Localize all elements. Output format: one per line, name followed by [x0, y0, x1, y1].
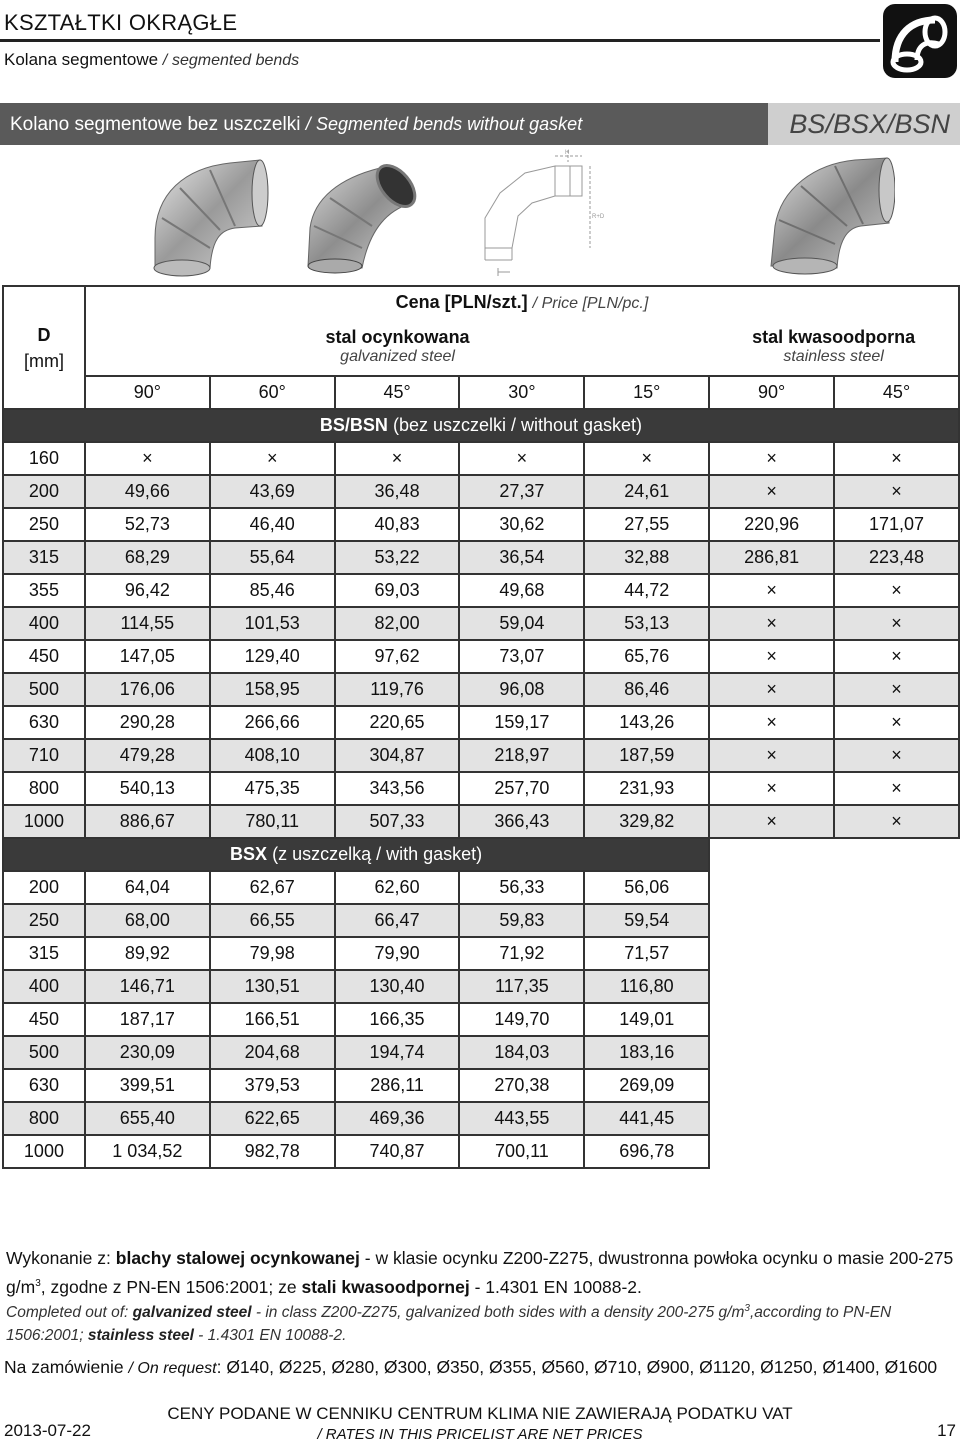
header-rule: [0, 39, 880, 42]
diameter-cell: 315: [3, 541, 85, 574]
price-cell: 89,92: [85, 937, 210, 970]
diameter-cell: 800: [3, 772, 85, 805]
price-cell: 329,82: [584, 805, 709, 838]
angle-header: 60°: [210, 376, 335, 409]
price-cell: 290,28: [85, 706, 210, 739]
price-cell: 96,08: [459, 673, 584, 706]
diameter-cell: 1000: [3, 1135, 85, 1168]
price-cell: 69,03: [335, 574, 460, 607]
empty-cell: [834, 904, 959, 937]
price-cell: 399,51: [85, 1069, 210, 1102]
empty-cell: [709, 871, 834, 904]
diameter-cell: 710: [3, 739, 85, 772]
price-cell: 176,06: [85, 673, 210, 706]
price-cell: 62,67: [210, 871, 335, 904]
stainless-header: [709, 317, 959, 376]
empty-cell: [834, 1003, 959, 1036]
price-cell: 79,90: [335, 937, 460, 970]
price-cell: 469,36: [335, 1102, 460, 1135]
note-pl-c: - w klasie ocynku Z200-Z275, dwustronna powłoka ocynku o masie 200-275 g/m: [6, 1248, 954, 1297]
price-cell: 187,59: [584, 739, 709, 772]
angle-header: 45°: [834, 376, 959, 409]
on-request-label-en: / On request: [128, 1360, 217, 1377]
empty-cell: [834, 1102, 959, 1135]
elbow-drawing: [470, 148, 610, 283]
price-cell: 101,53: [210, 607, 335, 640]
elbow-60-photo: [300, 148, 420, 278]
diameter-cell: 500: [3, 673, 85, 706]
price-cell: 82,00: [335, 607, 460, 640]
category-subtitle: [4, 50, 299, 70]
table-row: [3, 706, 959, 739]
subtitle-pl: Kolana segmentowe: [4, 50, 159, 69]
price-cell: 49,66: [85, 475, 210, 508]
empty-cell: [709, 937, 834, 970]
price-cell: 184,03: [459, 1036, 584, 1069]
angle-row: [3, 376, 959, 409]
product-images: [0, 148, 960, 283]
price-cell: 46,40: [210, 508, 335, 541]
note-en-e: stainless steel: [87, 1327, 194, 1345]
price-cell: 24,61: [584, 475, 709, 508]
price-cell: 85,46: [210, 574, 335, 607]
empty-cell: [709, 1036, 834, 1069]
page-number: 17: [937, 1421, 956, 1440]
price-cell: 53,22: [335, 541, 460, 574]
diameter-cell: 630: [3, 1069, 85, 1102]
price-cell: 96,42: [85, 574, 210, 607]
price-cell: 114,55: [85, 607, 210, 640]
diameter-cell: 1000: [3, 805, 85, 838]
price-cell: 982,78: [210, 1135, 335, 1168]
d-header: [3, 286, 85, 409]
empty-cell: [709, 838, 959, 871]
diameter-cell: 500: [3, 1036, 85, 1069]
price-cell: 30,62: [459, 508, 584, 541]
material-note-pl: [6, 1245, 954, 1300]
stainless-label-pl: stal kwasoodporna: [752, 326, 916, 347]
price-cell: 700,11: [459, 1135, 584, 1168]
footer-vat-en: / RATES IN THIS PRICELIST ARE NET PRICES: [317, 1426, 643, 1443]
angle-header: 90°: [709, 376, 834, 409]
table-row: [3, 508, 959, 541]
table-row: [3, 805, 959, 838]
price-cell: 146,71: [85, 970, 210, 1003]
price-cell: ×: [834, 673, 959, 706]
empty-cell: [709, 970, 834, 1003]
note-en-c: - in class Z200-Z275, galvanized both sides with a density 200-275 g/m: [251, 1304, 745, 1322]
price-cell: 696,78: [584, 1135, 709, 1168]
note-en-d: ,according to PN-EN 1506:2001;: [6, 1304, 892, 1345]
price-cell: ×: [834, 442, 959, 475]
price-cell: 149,70: [459, 1003, 584, 1036]
price-cell: 143,26: [584, 706, 709, 739]
price-cell: 223,48: [834, 541, 959, 574]
note-pl-sup: 3: [35, 1278, 41, 1289]
price-cell: ×: [709, 673, 834, 706]
price-cell: 53,13: [584, 607, 709, 640]
price-cell: 158,95: [210, 673, 335, 706]
table-row: [3, 673, 959, 706]
price-cell: 257,70: [459, 772, 584, 805]
table-row: [3, 475, 959, 508]
table-row: [3, 904, 959, 937]
price-cell: ×: [709, 442, 834, 475]
price-cell: 780,11: [210, 805, 335, 838]
price-cell: ×: [709, 772, 834, 805]
on-request-label-pl: Na zamówienie: [4, 1357, 124, 1377]
note-pl-b: blachy stalowej ocynkowanej: [115, 1248, 360, 1268]
price-cell: 159,17: [459, 706, 584, 739]
price-cell: ×: [709, 805, 834, 838]
elbow-90-photo: [140, 148, 270, 278]
stainless-label-en: stainless steel: [783, 347, 884, 365]
price-header: [85, 286, 959, 317]
price-cell: 65,76: [584, 640, 709, 673]
material-note-en: [6, 1297, 954, 1347]
price-cell: 129,40: [210, 640, 335, 673]
price-cell: 32,88: [584, 541, 709, 574]
price-cell: 56,06: [584, 871, 709, 904]
table-row: [3, 607, 959, 640]
diameter-cell: 400: [3, 970, 85, 1003]
table-row: [3, 1135, 959, 1168]
price-cell: 540,13: [85, 772, 210, 805]
product-title: [0, 103, 768, 145]
svg-text:R+D: R+D: [592, 214, 605, 220]
diameter-cell: 200: [3, 871, 85, 904]
table-row: [3, 937, 959, 970]
price-cell: 408,10: [210, 739, 335, 772]
price-cell: 194,74: [335, 1036, 460, 1069]
price-cell: 66,55: [210, 904, 335, 937]
price-cell: ×: [834, 805, 959, 838]
price-cell: 270,38: [459, 1069, 584, 1102]
price-cell: 130,40: [335, 970, 460, 1003]
price-cell: 49,68: [459, 574, 584, 607]
bs-section-header: [3, 409, 959, 442]
price-cell: 40,83: [335, 508, 460, 541]
price-header-pl: Cena [PLN/szt.]: [395, 291, 528, 312]
note-en-a: Completed out of:: [6, 1304, 133, 1322]
empty-cell: [834, 1069, 959, 1102]
table-row: [3, 574, 959, 607]
price-cell: 441,45: [584, 1102, 709, 1135]
price-cell: 886,67: [85, 805, 210, 838]
table-row: [3, 640, 959, 673]
note-en-b: galvanized steel: [132, 1304, 252, 1322]
galvanized-label-en: galvanized steel: [340, 347, 455, 365]
price-cell: 304,87: [335, 739, 460, 772]
table-row: [3, 970, 959, 1003]
footer-vat-pl: CENY PODANE W CENNIKU CENTRUM KLIMA NIE ZAWIERAJĄ PODATKU VAT: [167, 1404, 793, 1423]
note-en-f: - 1.4301 EN 10088-2.: [193, 1327, 347, 1345]
price-cell: ×: [834, 640, 959, 673]
table-row: [3, 871, 959, 904]
note-pl-e: stali kwasoodpornej: [301, 1276, 470, 1297]
bs-header-bold: BS/BSN: [319, 415, 388, 435]
subtitle-en: segmented bends: [171, 52, 300, 69]
price-cell: ×: [709, 706, 834, 739]
price-cell: 266,66: [210, 706, 335, 739]
diameter-cell: 315: [3, 937, 85, 970]
price-cell: 343,56: [335, 772, 460, 805]
diameter-cell: 250: [3, 508, 85, 541]
price-cell: 59,04: [459, 607, 584, 640]
price-cell: ×: [709, 640, 834, 673]
bsx-header-rest: (z uszczelką / with gasket): [272, 844, 483, 864]
price-cell: ×: [709, 574, 834, 607]
note-en-sup: 3: [744, 1303, 750, 1314]
price-cell: 36,54: [459, 541, 584, 574]
price-cell: 116,80: [584, 970, 709, 1003]
price-cell: 97,62: [335, 640, 460, 673]
price-cell: ×: [584, 442, 709, 475]
svg-text:H: H: [565, 150, 570, 156]
price-cell: 622,65: [210, 1102, 335, 1135]
bsx-rows: [3, 871, 959, 1168]
price-cell: ×: [709, 475, 834, 508]
category-title: KSZTAŁTKI OKRĄGŁE: [4, 10, 238, 35]
price-cell: 149,01: [584, 1003, 709, 1036]
on-request-line: [4, 1357, 956, 1378]
price-cell: 79,98: [210, 937, 335, 970]
bs-rows: [3, 442, 959, 838]
bs-header-rest: (bez uszczelki / without gasket): [392, 415, 643, 435]
price-cell: 1 034,52: [85, 1135, 210, 1168]
empty-cell: [834, 871, 959, 904]
subtitle-sep: /: [162, 52, 168, 69]
price-cell: 218,97: [459, 739, 584, 772]
price-cell: ×: [834, 574, 959, 607]
price-header-en: / Price [PLN/pc.]: [532, 294, 649, 312]
price-cell: 52,73: [85, 508, 210, 541]
product-title-pl: Kolano segmentowe bez uszczelki: [10, 114, 301, 135]
price-cell: ×: [709, 739, 834, 772]
footer-vat-note: [100, 1404, 860, 1443]
price-cell: 740,87: [335, 1135, 460, 1168]
on-request-colon: :: [216, 1357, 222, 1377]
product-code: BS/BSX/BSN: [789, 109, 950, 139]
empty-cell: [709, 1135, 834, 1168]
price-cell: ×: [459, 442, 584, 475]
diameter-cell: 160: [3, 442, 85, 475]
empty-cell: [834, 1036, 959, 1069]
price-cell: 231,93: [584, 772, 709, 805]
price-cell: 55,64: [210, 541, 335, 574]
price-cell: 479,28: [85, 739, 210, 772]
bsx-section-header: [3, 838, 709, 871]
note-pl-d: , zgodne z PN-EN 1506:2001; ze: [40, 1276, 302, 1297]
angle-header: 30°: [459, 376, 584, 409]
round-elbow-icon: [883, 4, 957, 78]
angle-header: 15°: [584, 376, 709, 409]
price-cell: 366,43: [459, 805, 584, 838]
price-cell: 286,81: [709, 541, 834, 574]
price-cell: 59,83: [459, 904, 584, 937]
price-cell: 187,17: [85, 1003, 210, 1036]
table-row: [3, 1069, 959, 1102]
price-cell: 117,35: [459, 970, 584, 1003]
price-cell: ×: [709, 607, 834, 640]
stainless-elbow-photo: [765, 148, 895, 278]
price-cell: 379,53: [210, 1069, 335, 1102]
diameter-cell: 355: [3, 574, 85, 607]
price-cell: 443,55: [459, 1102, 584, 1135]
price-cell: 62,60: [335, 871, 460, 904]
table-row: [3, 442, 959, 475]
table-row: [3, 772, 959, 805]
galvanized-header: [85, 317, 709, 376]
price-cell: 204,68: [210, 1036, 335, 1069]
price-cell: ×: [335, 442, 460, 475]
empty-cell: [834, 1135, 959, 1168]
price-cell: 27,37: [459, 475, 584, 508]
price-cell: 475,35: [210, 772, 335, 805]
note-pl-f: - 1.4301 EN 10088-2.: [469, 1276, 642, 1297]
price-cell: ×: [834, 607, 959, 640]
footer-date: 2013-07-22: [4, 1421, 91, 1440]
empty-cell: [834, 970, 959, 1003]
empty-cell: [709, 904, 834, 937]
price-cell: 130,51: [210, 970, 335, 1003]
price-cell: ×: [834, 706, 959, 739]
price-cell: 59,54: [584, 904, 709, 937]
on-request-values: Ø140, Ø225, Ø280, Ø300, Ø350, Ø355, Ø560, Ø710, Ø900, Ø1120, Ø1250, Ø1400, Ø1600: [226, 1357, 938, 1377]
price-cell: 286,11: [335, 1069, 460, 1102]
angle-header: 90°: [85, 376, 210, 409]
price-cell: 66,47: [335, 904, 460, 937]
table-row: [3, 1036, 959, 1069]
price-cell: 27,55: [584, 508, 709, 541]
galvanized-label-pl: stal ocynkowana: [325, 326, 470, 347]
diameter-cell: 630: [3, 706, 85, 739]
table-row: [3, 1003, 959, 1036]
price-cell: 71,92: [459, 937, 584, 970]
price-cell: 68,29: [85, 541, 210, 574]
product-title-en: Segmented bends without gasket: [316, 114, 583, 134]
bsx-header-bold: BSX: [230, 844, 268, 864]
d-header-label: D: [37, 324, 51, 345]
price-cell: 230,09: [85, 1036, 210, 1069]
note-pl-a: Wykonanie z:: [6, 1248, 116, 1268]
empty-cell: [709, 1069, 834, 1102]
table-row: [3, 739, 959, 772]
price-cell: 147,05: [85, 640, 210, 673]
price-cell: 220,65: [335, 706, 460, 739]
price-cell: 119,76: [335, 673, 460, 706]
price-cell: 68,00: [85, 904, 210, 937]
diameter-cell: 450: [3, 1003, 85, 1036]
price-cell: 269,09: [584, 1069, 709, 1102]
diameter-cell: 200: [3, 475, 85, 508]
table-row: [3, 1102, 959, 1135]
d-header-unit: [mm]: [23, 350, 64, 371]
angle-header: 45°: [335, 376, 460, 409]
price-cell: 64,04: [85, 871, 210, 904]
price-cell: 43,69: [210, 475, 335, 508]
diameter-cell: 450: [3, 640, 85, 673]
price-cell: 36,48: [335, 475, 460, 508]
price-cell: 220,96: [709, 508, 834, 541]
price-cell: ×: [834, 739, 959, 772]
empty-cell: [709, 1003, 834, 1036]
price-cell: ×: [210, 442, 335, 475]
price-cell: 166,35: [335, 1003, 460, 1036]
empty-cell: [709, 1102, 834, 1135]
diameter-cell: 250: [3, 904, 85, 937]
price-cell: 86,46: [584, 673, 709, 706]
price-table: [2, 285, 960, 1169]
price-cell: 56,33: [459, 871, 584, 904]
price-cell: 183,16: [584, 1036, 709, 1069]
table-row: [3, 541, 959, 574]
empty-cell: [834, 937, 959, 970]
price-cell: 44,72: [584, 574, 709, 607]
price-cell: 166,51: [210, 1003, 335, 1036]
price-cell: 73,07: [459, 640, 584, 673]
price-cell: ×: [85, 442, 210, 475]
price-cell: 655,40: [85, 1102, 210, 1135]
price-cell: 71,57: [584, 937, 709, 970]
product-band: [0, 103, 960, 145]
price-cell: ×: [834, 475, 959, 508]
price-cell: 171,07: [834, 508, 959, 541]
price-cell: 507,33: [335, 805, 460, 838]
diameter-cell: 800: [3, 1102, 85, 1135]
diameter-cell: 400: [3, 607, 85, 640]
price-cell: ×: [834, 772, 959, 805]
product-title-sep: /: [305, 114, 311, 134]
